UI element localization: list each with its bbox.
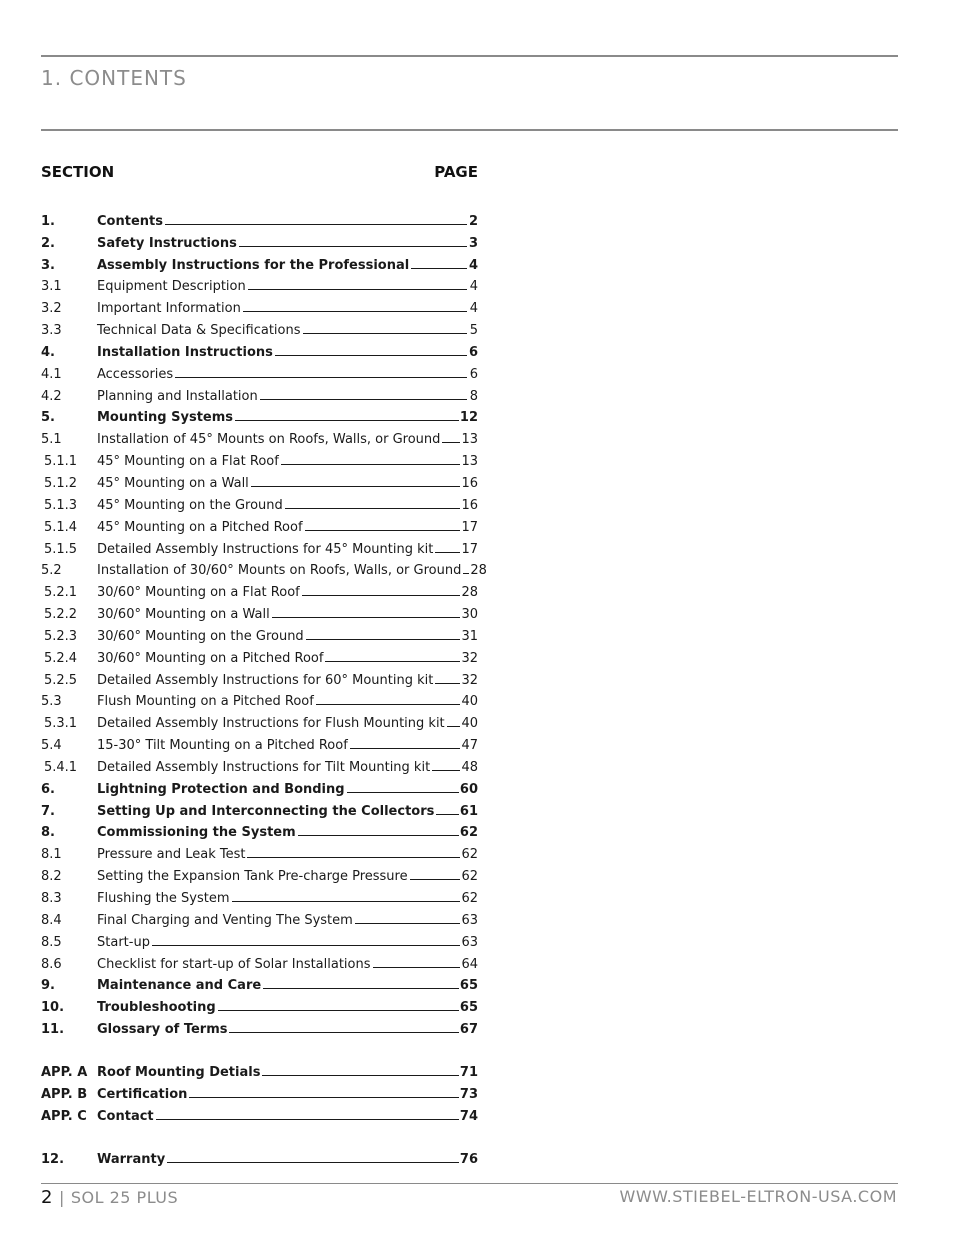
toc-entry-number: 2. (41, 235, 55, 251)
toc-dot-leader (435, 683, 460, 684)
toc-entry-number: 5.3.1 (44, 716, 78, 732)
toc-entry-title: Safety Instructions (97, 235, 237, 251)
title-rule (41, 129, 898, 131)
toc-entry-number: 5.2.1 (44, 585, 78, 601)
toc-entry-page: 2 (468, 213, 478, 229)
toc-spacer (41, 1037, 478, 1059)
toc-entry-number: 7. (41, 803, 55, 819)
toc-entry-number: APP. A (41, 1065, 88, 1081)
toc-entry-number: 5.1 (41, 432, 62, 448)
toc-entry[interactable] (41, 993, 478, 1015)
toc-entry[interactable] (41, 382, 478, 404)
toc-entry[interactable] (41, 535, 478, 557)
toc-dot-leader (167, 1162, 459, 1163)
toc-entry-title: Contact (97, 1109, 154, 1125)
toc-entry-page: 4 (468, 257, 478, 273)
toc-dot-leader (306, 639, 461, 640)
page-title: 1. CONTENTS (41, 66, 187, 90)
toc-entry-number: APP. B (41, 1087, 88, 1103)
toc-entry-page: 40 (461, 694, 478, 710)
toc-entry[interactable] (41, 644, 478, 666)
toc-dot-leader (303, 333, 467, 334)
toc-entry-page: 6 (468, 344, 478, 360)
toc-entry[interactable] (41, 491, 478, 513)
toc-entry-title: Planning and Installation (97, 388, 258, 404)
toc-dot-leader (316, 704, 461, 705)
toc-entry-page: 64 (461, 956, 478, 972)
toc-entry-page: 62 (461, 847, 478, 863)
toc-entry-page: 67 (459, 1022, 478, 1038)
toc-entry-page: 71 (459, 1065, 478, 1081)
toc-entry[interactable] (41, 840, 478, 862)
toc-entry-page: 13 (461, 454, 478, 470)
toc-entry-page: 13 (461, 432, 478, 448)
toc-entry-page: 74 (459, 1109, 478, 1125)
toc-entry-title: Roof Mounting Detials (97, 1065, 261, 1081)
toc-entry[interactable] (41, 360, 478, 382)
toc-dot-leader (218, 1010, 459, 1011)
toc-entry-page: 63 (461, 912, 478, 928)
footer-website: WWW.STIEBEL-ELTRON-USA.COM (619, 1187, 897, 1206)
toc-entry-page: 40 (461, 716, 478, 732)
toc-entry-title: Flushing the System (97, 891, 230, 906)
toc-entry-number: 5.2.4 (44, 650, 78, 666)
toc-entry-title: Detailed Assembly Instructions for 45° Mounting kit (97, 541, 434, 557)
toc-entry-page: 65 (459, 978, 478, 994)
toc-entry-title: Flush Mounting on a Pitched Roof (97, 694, 314, 710)
toc-entry-page: 4 (469, 301, 478, 317)
toc-entry-number: 1. (41, 213, 55, 229)
toc-entry-page: 28 (461, 585, 478, 601)
toc-entry-page: 3 (468, 235, 478, 251)
toc-entry-number: 8.3 (41, 891, 62, 906)
toc-entry[interactable] (41, 753, 478, 775)
toc-entry-number: 5.1.4 (44, 519, 78, 535)
toc-entry[interactable] (41, 229, 478, 251)
toc-entry-title: Commissioning the System (97, 825, 296, 841)
toc-entry-title: Pressure and Leak Test (97, 847, 246, 863)
toc-dot-leader (281, 464, 461, 465)
footer-page-number: 2 (41, 1187, 53, 1208)
toc-dot-leader (325, 661, 460, 662)
toc-entry[interactable] (41, 819, 478, 841)
toc-entry[interactable] (41, 1080, 478, 1102)
toc-dot-leader (432, 770, 460, 771)
toc-dot-leader (436, 814, 459, 815)
toc-entry-number: 8.2 (41, 869, 62, 885)
toc-entry[interactable] (41, 709, 478, 731)
toc-spacer (41, 1124, 478, 1146)
toc-entry-title: Contents (97, 213, 163, 229)
toc-entry-number: 5.2.3 (44, 628, 78, 644)
toc-dot-leader (229, 1032, 458, 1033)
toc-entry[interactable] (41, 338, 478, 360)
footer-product-name: SOL 25 PLUS (70, 1188, 179, 1207)
toc-entry[interactable] (41, 404, 478, 426)
toc-dot-leader (175, 377, 467, 378)
toc-entry[interactable] (41, 797, 478, 819)
toc-entry[interactable] (41, 972, 478, 994)
toc-entry-title: 15-30° Tilt Mounting on a Pitched Roof (97, 738, 348, 754)
toc-dot-leader (447, 726, 461, 727)
toc-entry-title: Detailed Assembly Instructions for Flush Mounting kit (97, 716, 445, 732)
toc-entry-title: Accessories (97, 366, 174, 382)
toc-entry-page: 63 (461, 934, 478, 950)
toc-entry[interactable] (41, 775, 478, 797)
toc-entry-title: Mounting Systems (97, 410, 234, 426)
toc-entry-page: 32 (461, 672, 478, 688)
toc-entry-number: 8.6 (41, 956, 62, 972)
toc-entry[interactable] (41, 1146, 478, 1168)
toc-entry[interactable] (41, 884, 478, 906)
toc-dot-leader (248, 289, 467, 290)
toc-entry[interactable] (41, 447, 478, 469)
toc-entry-title: Assembly Instructions for the Professional (97, 257, 410, 273)
toc-entry-page: 60 (459, 781, 478, 797)
toc-entry-number: 4.2 (41, 388, 62, 404)
toc-entry-number: 5.3 (41, 694, 62, 710)
toc-dot-leader (165, 224, 467, 225)
toc-entry-number: APP. C (41, 1109, 87, 1125)
toc-entry[interactable] (41, 906, 478, 928)
toc-entry-title: Technical Data & Specifications (97, 323, 301, 339)
toc-entry-page: 62 (461, 869, 478, 885)
toc-dot-leader (263, 988, 459, 989)
toc-entry-number: 12. (41, 1152, 65, 1168)
toc-entry[interactable] (41, 557, 487, 579)
toc-entry[interactable] (41, 513, 478, 535)
toc-entry-title: Final Charging and Venting The System (97, 912, 353, 928)
top-rule (41, 55, 898, 57)
toc-entry[interactable] (41, 1059, 478, 1081)
toc-entry-title: 45° Mounting on a Wall (97, 475, 249, 491)
toc-dot-leader (152, 945, 461, 946)
toc-entry[interactable] (41, 273, 478, 295)
toc-entry-title: Equipment Description (97, 279, 246, 295)
toc-entry[interactable] (41, 469, 478, 491)
toc-entry-page: 16 (461, 497, 478, 513)
footer-rule (41, 1183, 898, 1184)
section-column-header: SECTION (41, 163, 115, 181)
toc-entry-title: Checklist for start-up of Solar Installations (97, 956, 371, 972)
toc-entry-number: 4.1 (41, 366, 62, 382)
toc-entry-title: Setting Up and Interconnecting the Collectors (97, 803, 435, 819)
toc-entry-page: 17 (461, 519, 478, 535)
toc-entry-page: 61 (459, 803, 478, 819)
toc-entry[interactable] (41, 622, 478, 644)
toc-entry-title: Certification (97, 1087, 188, 1103)
table-of-contents (41, 207, 487, 1168)
toc-entry-number: 10. (41, 1000, 65, 1016)
toc-entry[interactable] (41, 862, 478, 884)
toc-entry[interactable] (41, 688, 478, 710)
toc-entry-title: Installation Instructions (97, 344, 273, 360)
toc-dot-leader (411, 268, 467, 269)
toc-dot-leader (235, 420, 459, 421)
toc-dot-leader (350, 748, 461, 749)
toc-entry-number: 5.2 (41, 563, 62, 579)
toc-entry-title: 45° Mounting on a Flat Roof (97, 454, 279, 470)
toc-entry-page: 62 (459, 825, 478, 841)
toc-entry-number: 5.1.1 (44, 454, 78, 470)
toc-entry[interactable] (41, 207, 478, 229)
toc-entry-number: 9. (41, 978, 55, 994)
toc-entry-title: Detailed Assembly Instructions for Tilt Mounting kit (97, 759, 431, 775)
toc-entry-title: Installation of 45° Mounts on Roofs, Walls, or Ground (97, 432, 441, 448)
toc-entry-page: 65 (459, 1000, 478, 1016)
toc-entry-page: 32 (461, 650, 478, 666)
toc-entry-title: 30/60° Mounting on a Wall (97, 607, 270, 623)
toc-entry-title: Detailed Assembly Instructions for 60° Mounting kit (97, 672, 434, 688)
toc-entry[interactable] (41, 316, 478, 338)
toc-entry-page: 5 (469, 323, 478, 339)
toc-entry-number: 3.1 (41, 279, 62, 295)
footer-left (41, 1187, 178, 1208)
toc-entry-title: Maintenance and Care (97, 978, 262, 994)
toc-entry-title: Warranty (97, 1152, 166, 1168)
toc-entry[interactable] (41, 425, 478, 447)
toc-dot-leader (347, 792, 459, 793)
toc-entry-page: 17 (461, 541, 478, 557)
toc-entry-title: 30/60° Mounting on a Pitched Roof (97, 650, 324, 666)
toc-entry-number: 3. (41, 257, 55, 273)
toc-dot-leader (442, 442, 460, 443)
toc-dot-leader (435, 552, 460, 553)
toc-dot-leader (243, 311, 467, 312)
toc-entry-title: 30/60° Mounting on a Flat Roof (97, 585, 300, 601)
toc-dot-leader (355, 923, 461, 924)
toc-entry[interactable] (41, 578, 478, 600)
toc-entry-number: 11. (41, 1022, 65, 1038)
toc-dot-leader (275, 355, 467, 356)
toc-dot-leader (272, 617, 461, 618)
toc-entry-number: 6. (41, 781, 55, 797)
toc-entry-page: 4 (469, 279, 478, 295)
toc-entry-page: 48 (461, 759, 478, 775)
toc-entry-number: 5.1.5 (44, 541, 78, 557)
toc-dot-leader (189, 1097, 458, 1098)
toc-entry-title: Installation of 30/60° Mounts on Roofs, Walls, or Ground (97, 563, 462, 579)
toc-entry-number: 4. (41, 344, 55, 360)
toc-dot-leader (260, 399, 467, 400)
toc-dot-leader (285, 508, 461, 509)
toc-entry-title: 45° Mounting on the Ground (97, 497, 283, 513)
toc-entry[interactable] (41, 251, 478, 273)
footer-separator: | (58, 1188, 65, 1207)
toc-dot-leader (247, 857, 460, 858)
toc-entry-number: 8.5 (41, 934, 62, 950)
toc-entry-number: 8.4 (41, 912, 62, 928)
toc-entry-title: 45° Mounting on a Pitched Roof (97, 519, 303, 535)
toc-entry-page: 47 (461, 738, 478, 754)
toc-entry-title: Glossary of Terms (97, 1022, 228, 1038)
toc-entry-number: 8.1 (41, 847, 62, 863)
toc-dot-leader (239, 246, 467, 247)
toc-entry-page: 8 (469, 388, 478, 404)
toc-entry-number: 5.4 (41, 738, 62, 754)
toc-entry-page: 12 (459, 410, 478, 426)
toc-entry-page: 30 (461, 607, 478, 623)
toc-entry[interactable] (41, 294, 478, 316)
toc-dot-leader (298, 835, 459, 836)
toc-entry-number: 5. (41, 410, 55, 426)
toc-entry-page: 16 (461, 475, 478, 491)
toc-dot-leader (251, 486, 461, 487)
toc-entry-title: Start-up (97, 934, 150, 950)
toc-entry[interactable] (41, 1015, 478, 1037)
toc-entry-page: 6 (469, 366, 478, 382)
toc-entry-number: 5.2.2 (44, 607, 78, 623)
toc-dot-leader (156, 1119, 459, 1120)
toc-entry-title: Important Information (97, 301, 241, 317)
toc-entry-page: 31 (461, 628, 478, 644)
toc-entry-page: 28 (470, 563, 487, 579)
toc-entry[interactable] (41, 1102, 478, 1124)
toc-entry-title: Setting the Expansion Tank Pre-charge Pressure (97, 869, 408, 885)
page-column-header: PAGE (434, 163, 478, 181)
toc-entry-number: 3.2 (41, 301, 62, 317)
toc-entry-title: Lightning Protection and Bonding (97, 781, 345, 797)
toc-entry-number: 3.3 (41, 323, 62, 339)
toc-entry-page: 62 (461, 891, 478, 906)
toc-dot-leader (232, 901, 461, 902)
toc-entry-number: 8. (41, 825, 55, 841)
toc-entry-page: 73 (459, 1087, 478, 1103)
toc-entry-number: 5.2.5 (44, 672, 78, 688)
toc-entry-title: Troubleshooting (97, 1000, 216, 1016)
toc-entry-title: 30/60° Mounting on the Ground (97, 628, 304, 644)
toc-entry[interactable] (41, 600, 478, 622)
toc-entry[interactable] (41, 666, 478, 688)
toc-entry[interactable] (41, 950, 478, 972)
toc-entry-number: 5.1.3 (44, 497, 78, 513)
toc-entry[interactable] (41, 928, 478, 950)
toc-dot-leader (463, 573, 469, 574)
toc-entry-number: 5.1.2 (44, 475, 78, 491)
toc-dot-leader (305, 530, 461, 531)
toc-dot-leader (262, 1075, 458, 1076)
toc-entry-number: 5.4.1 (44, 759, 78, 775)
toc-dot-leader (373, 967, 461, 968)
toc-dot-leader (302, 595, 461, 596)
toc-entry[interactable] (41, 731, 478, 753)
toc-dot-leader (410, 879, 461, 880)
toc-entry-page: 76 (459, 1152, 478, 1168)
